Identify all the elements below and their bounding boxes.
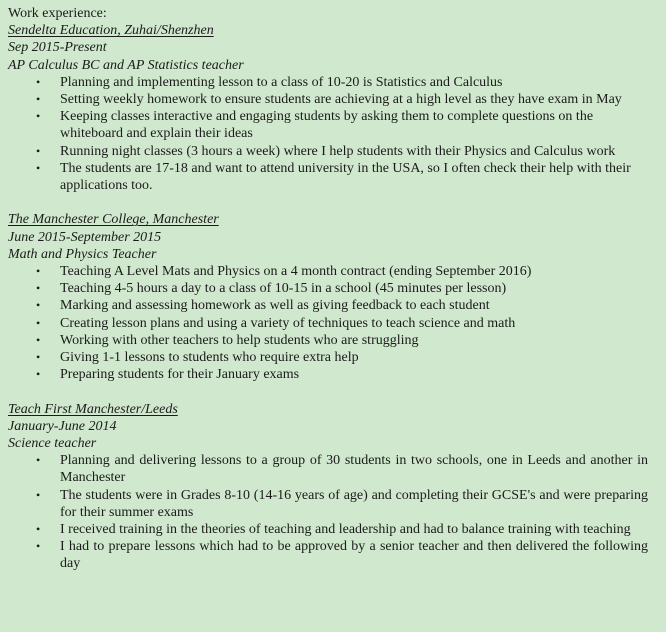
job-entry-manchester-college (8, 211, 650, 383)
job-entry-teach-first (8, 401, 650, 573)
bullet-item: • Setting weekly homework to ensure students are achieving at a high level as they have exam in May (60, 91, 648, 108)
bullet-item: • I received training in the theories of teaching and leadership and had to balance training with teaching (60, 521, 648, 538)
job-company: Teach First Manchester/Leeds (8, 401, 178, 417)
bullet-item: • The students were in Grades 8-10 (14-16 years of age) and completing their GCSE's and were preparing for their summer exams (60, 487, 648, 521)
job-role: Science teacher (8, 436, 97, 452)
job-dates: Sep 2015-Present (8, 40, 107, 56)
bullet-item: • The students are 17-18 and want to attend university in the USA, so I often check their help with their applications too. (60, 160, 648, 194)
job-role: Math and Physics Teacher (8, 246, 157, 262)
bullet-item: • Giving 1-1 lessons to students who require extra help (60, 349, 648, 366)
bullet-item: • Planning and delivering lessons to a group of 30 students in two schools, one in Leeds and another in Manchester (60, 452, 648, 486)
bullet-item: • Creating lesson plans and using a variety of techniques to teach science and math (60, 315, 648, 332)
bullet-item: • Working with other teachers to help students who are struggling (60, 332, 648, 349)
work-experience-heading: Work experience: (8, 6, 107, 21)
bullet-item: • Marking and assessing homework as well as giving feedback to each student (60, 297, 648, 314)
job-dates: June 2015-September 2015 (8, 229, 162, 245)
job-company: The Manchester College, Manchester (8, 212, 219, 228)
job-entry-sendelta (8, 22, 650, 194)
bullet-item: • Teaching 4-5 hours a day to a class of 10-15 in a school (45 minutes per lesson) (60, 280, 648, 297)
job-role: AP Calculus BC and AP Statistics teacher (8, 57, 244, 73)
bullet-item: • I had to prepare lessons which had to be approved by a senior teacher and then delivered the following day (60, 538, 648, 572)
bullet-item: • Teaching A Level Mats and Physics on a 4 month contract (ending September 2016) (60, 263, 648, 280)
job-bullet-list (8, 452, 650, 572)
job-bullet-list (8, 263, 650, 383)
bullet-item: • Planning and implementing lesson to a class of 10-20 is Statistics and Calculus (60, 74, 648, 91)
bullet-item: • Preparing students for their January exams (60, 366, 648, 383)
job-bullet-list (8, 74, 650, 194)
job-dates: January-June 2014 (8, 418, 117, 434)
job-company: Sendelta Education, Zuhai/Shenzhen (8, 23, 214, 39)
bullet-item: • Keeping classes interactive and engaging students by asking them to complete questions on the whiteboard and explain their ideas (60, 108, 648, 142)
bullet-item: • Running night classes (3 hours a week) where I help students with their Physics and Calculus work (60, 143, 648, 160)
